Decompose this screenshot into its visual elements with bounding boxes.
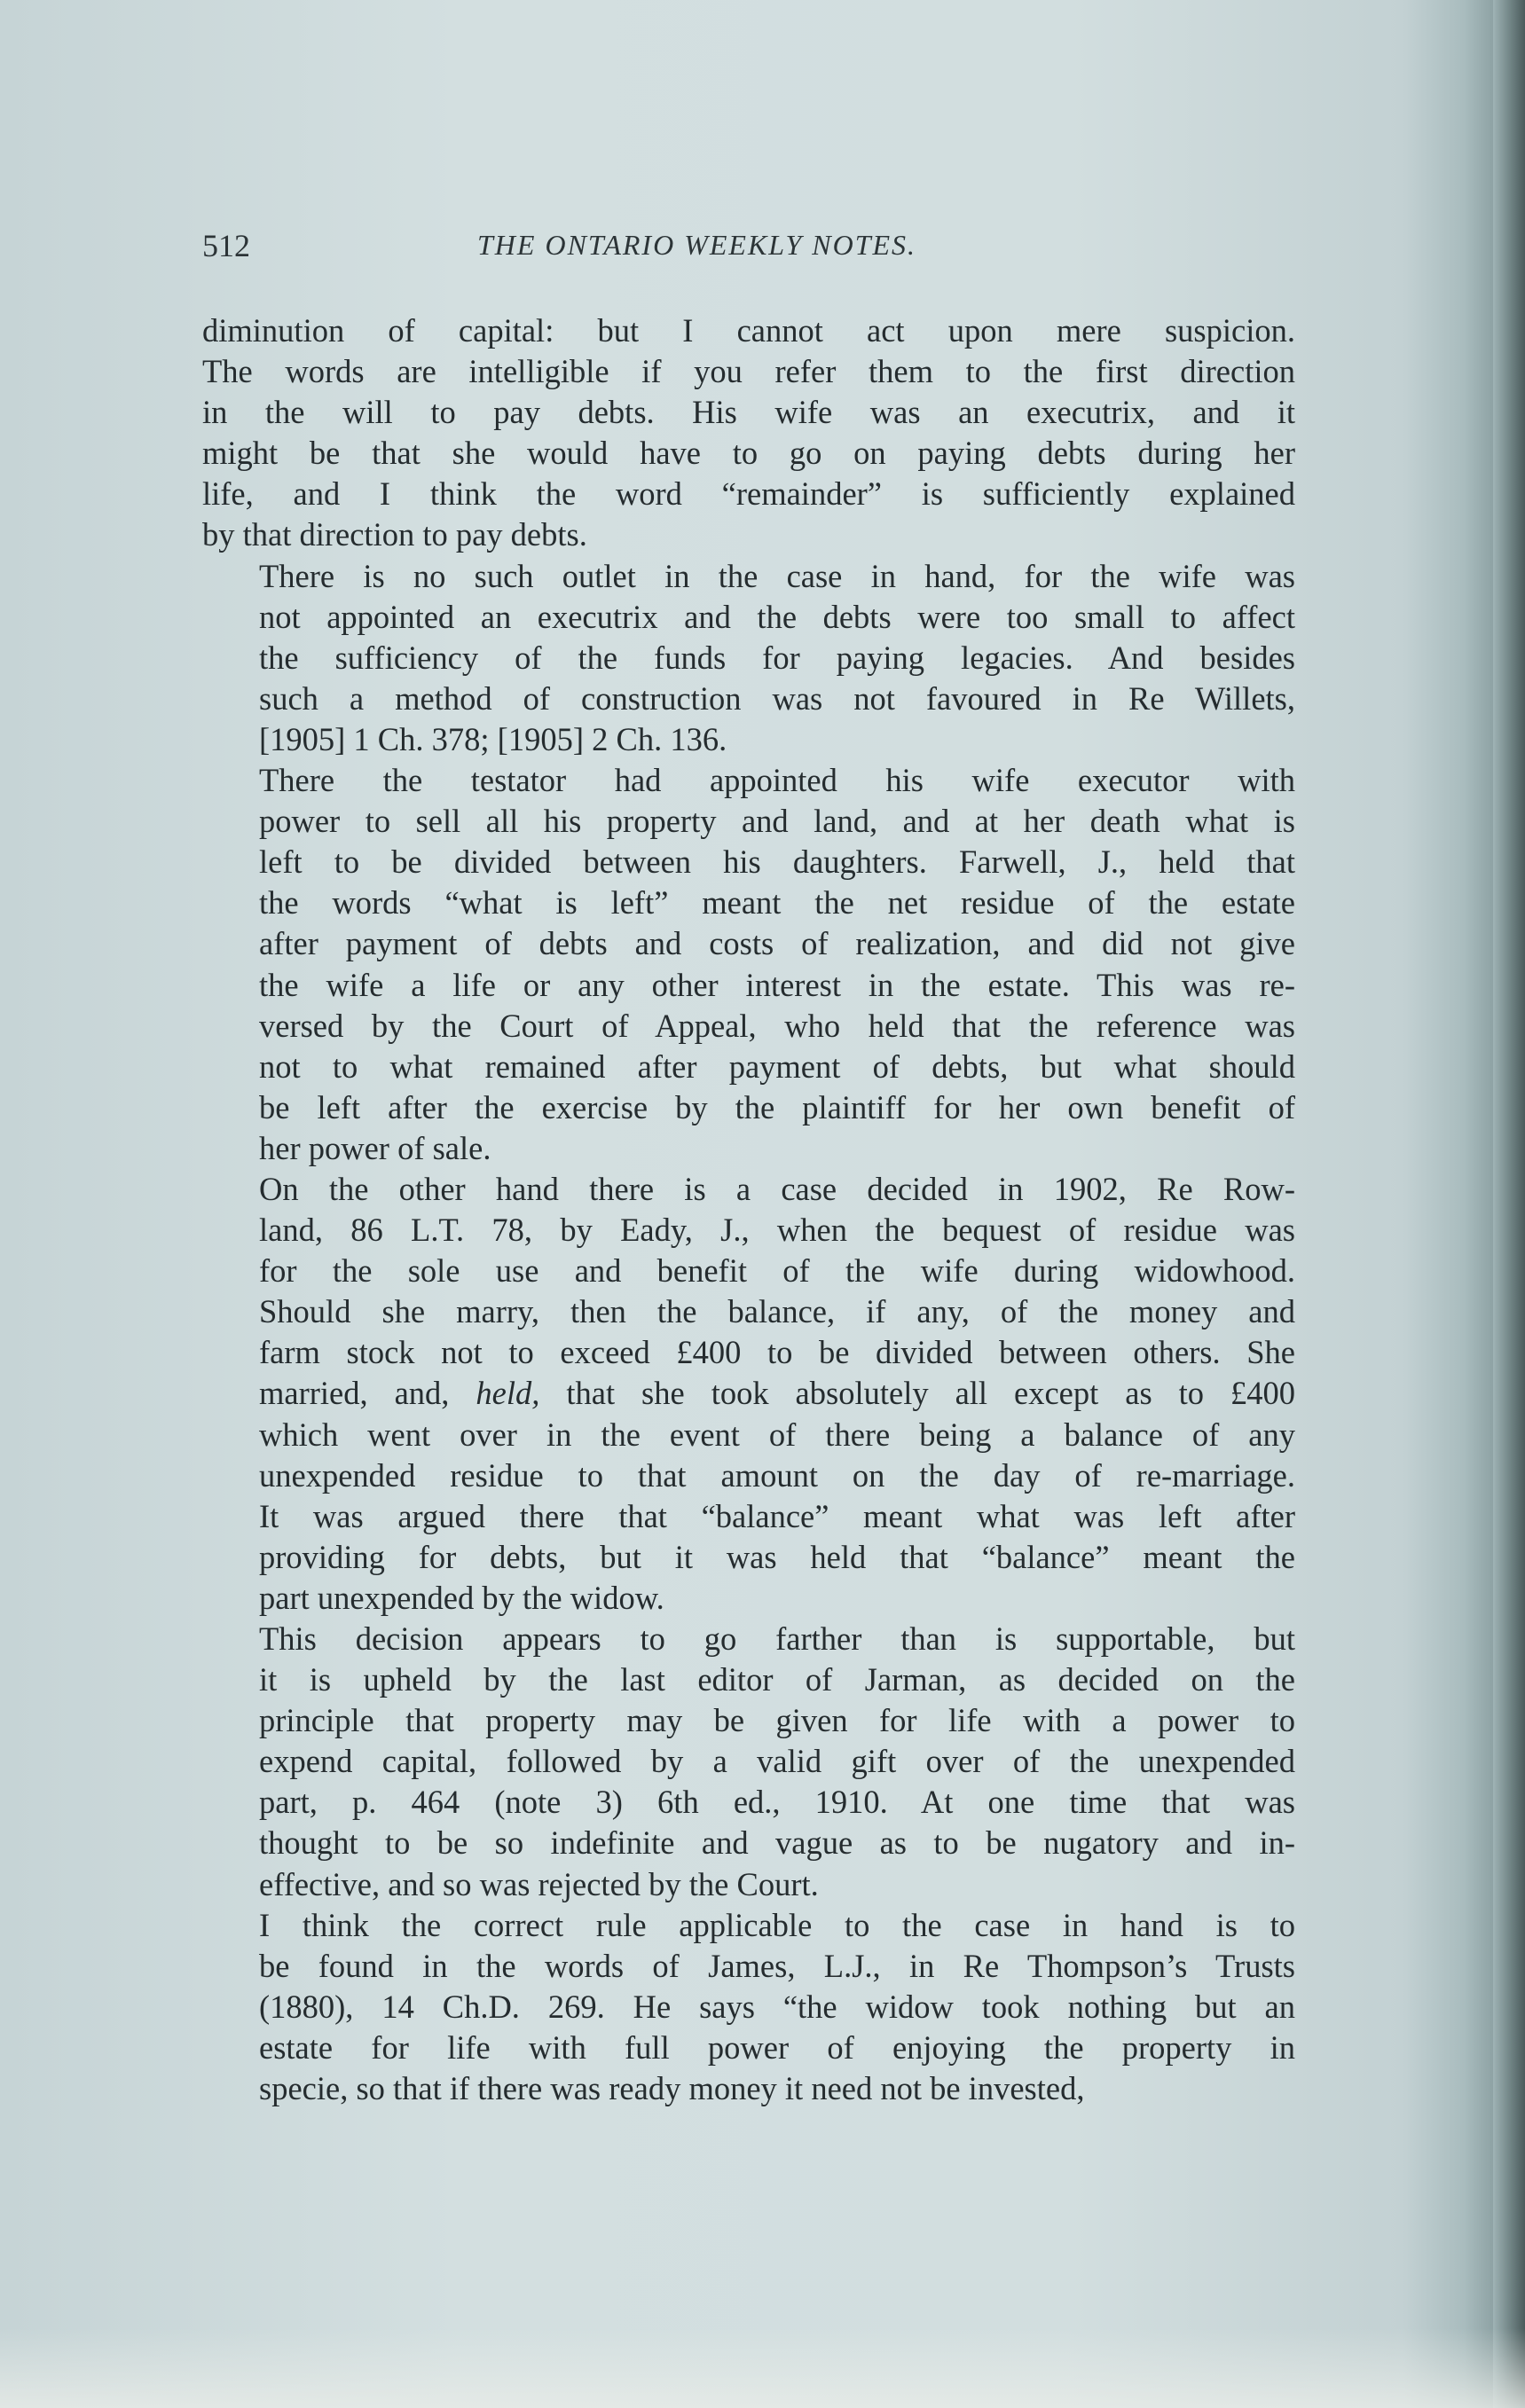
text-line: left to be divided between his daughters. Farwell, J., held that [259,843,1295,881]
text-line: unexpended residue to that amount on the day of re-marriage. [259,1456,1295,1494]
paragraph [202,1619,1295,1905]
text-line: farm stock not to exceed £400 to be divided between others. She [259,1334,1295,1371]
text-line: such a method of construction was not favoured in Re Willets, [259,679,1295,717]
text-line: after payment of debts and costs of realization, and did not give [259,925,1295,962]
text-line: it is upheld by the last editor of Jarman, as decided on the [259,1661,1295,1698]
text-line: land, 86 L.T. 78, by Eady, J., when the bequest of residue was [259,1212,1295,1249]
text-line: expend capital, followed by a valid gift over of the unexpended [259,1743,1295,1780]
text-line: thought to be so indefinite and vague as to be nugatory and in- [259,1824,1295,1862]
text-line: the sufficiency of the funds for paying legacies. And besides [259,639,1295,676]
text-line: power to sell all his property and land, and at her death what is [259,803,1295,840]
text-line: part, p. 464 (note 3) 6th ed., 1910. At one time that was [259,1784,1295,1821]
text-line: providing for debts, but it was held that “balance” meant the [259,1538,1295,1575]
text-line: There the testator had appointed his wife executor with [259,762,1295,799]
text-line: specie, so that if there was ready money it need not be invested, [259,2070,1085,2107]
paragraph [202,1905,1295,2109]
text-line: part unexpended by the widow. [259,1579,664,1616]
text-line: not appointed an executrix and the debts were too small to affect [259,598,1295,635]
page-number: 512 [202,228,250,263]
text-line: This decision appears to go farther than is supportable, but [259,1620,1295,1657]
text-line: There is no such outlet in the case in hand, for the wife was [259,557,1295,594]
text-line: estate for life with full power of enjoying the property in [259,2028,1295,2066]
text-line: The words are intelligible if you refer them to the first direction [202,353,1295,390]
text-line: principle that property may be given for life with a power to [259,1702,1295,1739]
paragraph [202,760,1295,1169]
text-line: It was argued there that “balance” meant what was left after [259,1497,1295,1534]
text-line: which went over in the event of there being a balance of any [259,1416,1295,1453]
text-line: diminution of capital: but I cannot act upon mere suspicion. [202,312,1295,349]
text-line: for the sole use and benefit of the wife during widowhood. [259,1252,1295,1290]
text-line: in the will to pay debts. His wife was an executrix, and it [202,394,1295,431]
text-line: On the other hand there is a case decided in 1902, Re Row- [259,1170,1295,1207]
paragraph [202,556,1295,760]
text-line: Should she marry, then the balance, if any, of the money and [259,1293,1295,1330]
paragraph [202,310,1295,556]
text-line: not to what remained after payment of debts, but what should [259,1047,1295,1085]
text-line: versed by the Court of Appeal, who held that the reference was [259,1007,1295,1044]
text-line: [1905] 1 Ch. 378; [1905] 2 Ch. 136. [259,720,727,757]
body-text [202,310,1295,2109]
text-line: married, and, held, that she took absolutely all except as to £400 [259,1375,1295,1412]
page-header [202,227,1320,271]
text-line: the words “what is left” meant the net residue of the estate [259,884,1295,922]
running-head: THE ONTARIO WEEKLY NOTES. [477,229,917,261]
text-line: be left after the exercise by the plaintiff for her own benefit of [259,1088,1295,1126]
text-line: might be that she would have to go on paying debts during her [202,435,1295,472]
text-line: by that direction to pay debts. [202,516,587,553]
page-bottom-edge [0,2328,1525,2408]
text-line: her power of sale. [259,1129,491,1166]
text-line: (1880), 14 Ch.D. 269. He says “the widow took nothing but an [259,1988,1295,2025]
text-line: effective, and so was rejected by the Court. [259,1865,819,1902]
book-spine-shadow [1493,0,1525,2408]
text-line: life, and I think the word “remainder” is sufficiently explained [202,475,1295,513]
paragraph [202,1169,1295,1619]
text-line: be found in the words of James, L.J., in Re Thompson’s Trusts [259,1947,1295,1984]
text-line: the wife a life or any other interest in the estate. This was re- [259,966,1295,1003]
text-line: I think the correct rule applicable to the case in hand is to [259,1906,1295,1943]
